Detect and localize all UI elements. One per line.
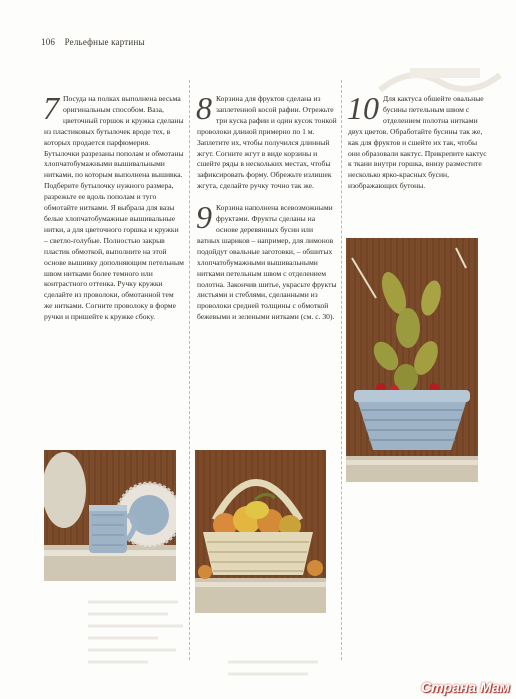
photo-fruit-basket — [195, 450, 326, 613]
step-number: 8 — [196, 90, 212, 126]
page-number: 106 — [41, 37, 56, 47]
step-7-block — [43, 90, 184, 323]
column-divider — [189, 80, 190, 660]
column-divider — [341, 80, 342, 660]
step-text: Посуда на полках выполнена весьма оригинальным способом. Ваза, цветочный горшок и кружка сделаны из пластиковых бутылочек вроде тех, в которых продается парфюмерия. Бутылочки разрезаны пополам и обмотаны хлопчатобумажными вышивальными нитками, по которым выполнена вышивка. Подберите бутылочку нужного размера, разрежьте ее вдоль пополам и туго обмотайте нитками. Я выбрала для вазы белые хлопчатобумажные вышивальные нитки, а для цветочного горшка и кружки – светло-голубые. Полностью закрыв пластик обмоткой, выполните на этой основе вышивку дополняющим петельным швом нитками более темного или контрастного оттенка. Ручку кружки сделайте из проволоки, обмотанной тем же нитками. Согните проволоку в форме ручки и пришейте к кружке сбоку. — [44, 94, 184, 322]
page-header — [41, 37, 145, 47]
step-text: Для кактуса обшейте овальные бусины петельным швом с отделением полотна нитками двух цветов. Обработайте бусины так же, как для фруктов и сшейте их так, чтобы они образовали кактус. Прикрепите кактус к ткани внутри горшка, внизу разместите несколько ярко-красных бусин, изображающих бутоны. — [348, 94, 487, 191]
step-number: 9 — [196, 199, 212, 236]
section-title: Рельефные картины — [64, 37, 145, 47]
step-8-9-block — [196, 90, 337, 323]
faint-show-through-text — [88, 592, 328, 682]
site-watermark-logo: Страна Мам — [420, 679, 510, 695]
step-text: Корзина для фруктов сделана из заплетенной косой рафии. Отрежьте три куска рафии и один кусок тонкой проволоки длиной примерно по 1 м. Заплетите их, чтобы получился длинный жгут. Согните жгут в виде корзины и сшейте ряды в нескольких местах, чтобы зафиксировать форму. Обрежьте излишек жгута, сделайте ручку точно так же. — [197, 94, 337, 191]
step-8-block — [196, 90, 337, 192]
step-text: Корзина наполнена всевозможными фруктами. Фрукты сделаны на основе деревянных бусин или ватных шариков – например, для лимонов подойдут овальные заготовки, – обшитых хлопчатобумажными вышивальными нитками петельным швом с отделением полотна. Закончив шитье, украсьте фрукты листьями и стеблями, сделанными из проволоки средней толщины с обмоткой бежевыми и зелеными нитками (см. с. 30). — [197, 203, 337, 322]
step-number: 7 — [43, 90, 59, 126]
step-9-block — [196, 199, 337, 323]
photo-mug-and-plate — [44, 450, 176, 581]
step-number: 10 — [347, 90, 379, 126]
photo-cactus-pot — [346, 238, 478, 482]
step-10-block — [347, 90, 488, 192]
